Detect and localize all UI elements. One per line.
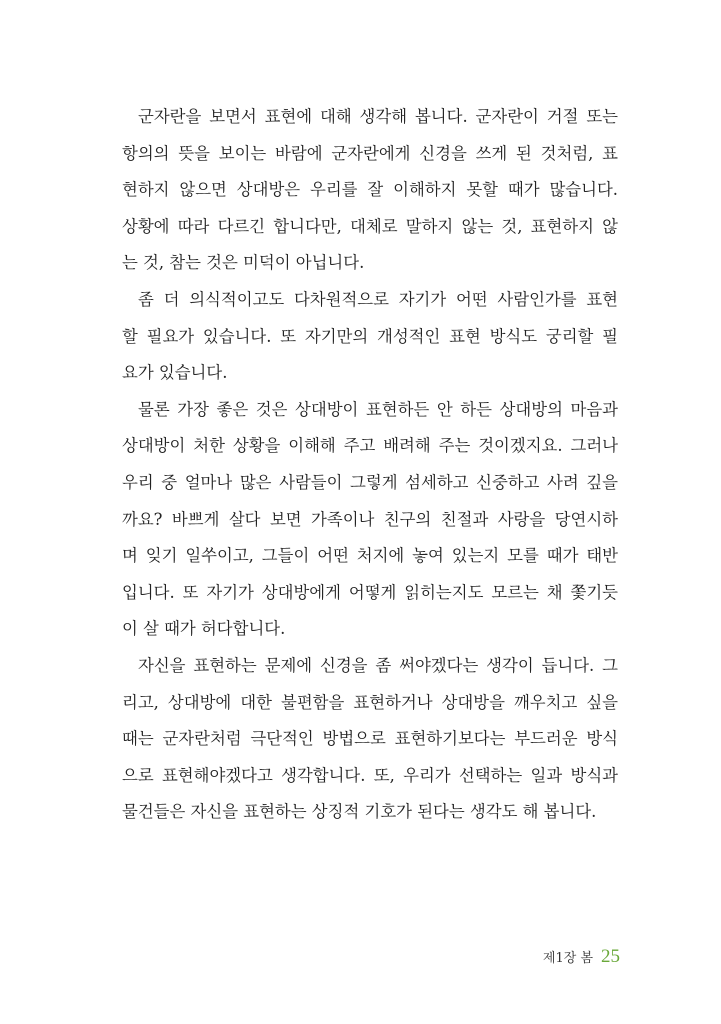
text-line: 며 잊기 일쑤이고, 그들이 어떤 처지에 놓여 있는지 모를 때가 태반 (122, 546, 618, 566)
text-line: 물론 가장 좋은 것은 상대방이 표현하든 안 하든 상대방의 마음과 (138, 399, 618, 419)
paragraph-2 (122, 282, 618, 392)
paragraph-4 (122, 648, 618, 831)
text-line: 상대방이 처한 상황을 이해해 주고 배려해 주는 것이겠지요. 그러나 (122, 436, 618, 456)
text-line: 물건들은 자신을 표현하는 상징적 기호가 된다는 생각도 해 봅니다. (122, 802, 597, 822)
page-number: 25 (601, 946, 620, 967)
text-line: 좀 더 의식적이고도 다차원적으로 자기가 어떤 사람인가를 표현 (138, 289, 618, 309)
text-line: 리고, 상대방에 대한 불편함을 표현하거나 상대방을 깨우치고 싶을 (122, 692, 618, 712)
text-line: 는 것, 참는 것은 미덕이 아닙니다. (122, 253, 365, 273)
text-line: 으로 표현해야겠다고 생각합니다. 또, 우리가 선택하는 일과 방식과 (122, 765, 618, 785)
text-line: 군자란을 보면서 표현에 대해 생각해 봅니다. 군자란이 거절 또는 (138, 107, 618, 126)
page-footer (543, 946, 620, 968)
text-line: 까요? 바쁘게 살다 보면 가족이나 친구의 친절과 사랑을 당연시하 (122, 509, 618, 529)
text-line: 현하지 않으면 상대방은 우리를 잘 이해하지 못할 때가 많습니다. (122, 180, 618, 200)
text-line: 상황에 따라 다르긴 합니다만, 대체로 말하지 않는 것, 표현하지 않 (122, 216, 618, 236)
text-line: 입니다. 또 자기가 상대방에게 어떻게 읽히는지도 모르는 채 쫓기듯 (122, 582, 618, 602)
text-line: 할 필요가 있습니다. 또 자기만의 개성적인 표현 방식도 궁리할 필 (122, 326, 618, 346)
chapter-title: 제1장 봄 (542, 951, 593, 966)
text-line: 항의의 뜻을 보이는 바람에 군자란에게 신경을 쓰게 된 것처럼, 표 (122, 143, 618, 163)
paragraph-1 (122, 99, 618, 282)
text-line: 자신을 표현하는 문제에 신경을 좀 써야겠다는 생각이 듭니다. 그 (138, 655, 618, 675)
text-line: 우리 중 얼마나 많은 사람들이 그렇게 섬세하고 신중하고 사려 깊을 (122, 472, 618, 492)
text-line: 이 살 때가 허다합니다. (122, 619, 286, 639)
paragraph-3 (122, 392, 618, 648)
text-line: 요가 있습니다. (122, 363, 228, 383)
body-text (122, 99, 618, 831)
text-line: 때는 군자란처럼 극단적인 방법으로 표현하기보다는 부드러운 방식 (122, 729, 618, 749)
